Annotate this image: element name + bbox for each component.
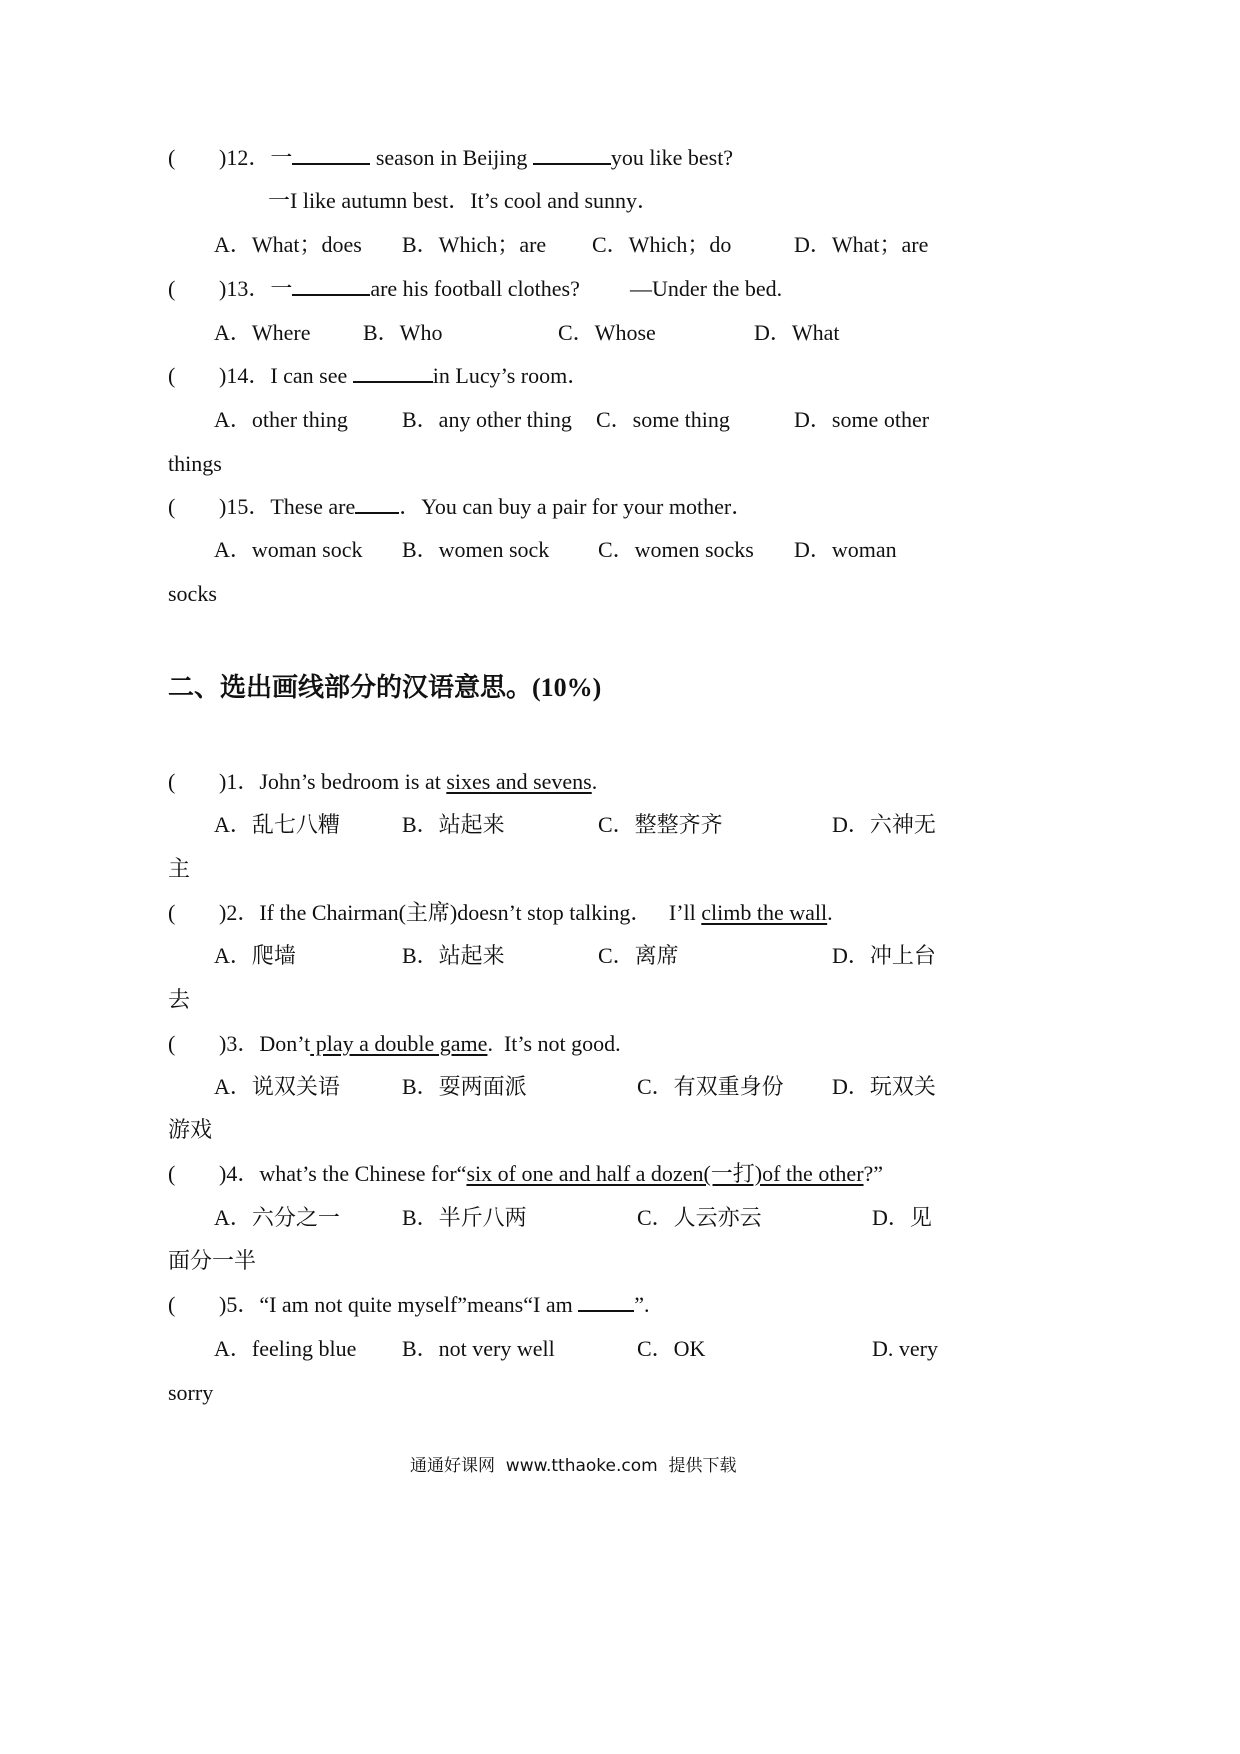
s2-q2-stem bbox=[219, 898, 833, 928]
s2-q4-option-c: C．人云亦云 bbox=[637, 1205, 762, 1230]
s2-q2-option-b: B．站起来 bbox=[402, 943, 505, 968]
q14-paren: ( bbox=[168, 363, 176, 388]
s2-q2-paren: ( bbox=[168, 900, 176, 925]
q15-option-b: B．women sock bbox=[402, 537, 550, 562]
q14-stem bbox=[219, 361, 589, 391]
q12-mid: season in Beijing bbox=[370, 145, 533, 170]
s2-q5-option-b: B．not very well bbox=[402, 1336, 555, 1361]
s2-q2-text: )2．If the Chairman(主席)doesn’t stop talking． I’ll bbox=[219, 900, 702, 925]
s2-q1-underlined-phrase: sixes and sevens bbox=[446, 769, 592, 794]
q13-option-b: B．Who bbox=[363, 320, 443, 345]
s2-q3-end: . It’s not good. bbox=[487, 1031, 621, 1056]
footer-source-text: 通通好课网 www.tthaoke.com 提供下载 bbox=[410, 1456, 737, 1476]
q15-option-wrap: socks bbox=[168, 581, 217, 606]
s2-q2-option-c: C．离席 bbox=[598, 943, 679, 968]
s2-q5-end: ”. bbox=[634, 1292, 650, 1317]
s2-q5-stem bbox=[219, 1290, 649, 1320]
s2-q1-option-b: B．站起来 bbox=[402, 812, 505, 837]
s2-q3-option-b: B．耍两面派 bbox=[402, 1074, 527, 1099]
s2-q2-end: . bbox=[827, 900, 833, 925]
s2-q1-option-a: A．乱七八糟 bbox=[214, 812, 340, 837]
q12-end: you like best? bbox=[610, 145, 734, 170]
s2-q4-option-b: B．半斤八两 bbox=[402, 1205, 527, 1230]
q15-option-c: C．women socks bbox=[598, 537, 754, 562]
q13-number: )13．一 bbox=[219, 276, 293, 301]
q12-option-c: C．Which；do bbox=[592, 232, 732, 257]
q15-option-d: D．woman bbox=[794, 537, 897, 562]
q14-end: in Lucy’s room． bbox=[432, 363, 590, 388]
s2-q5-paren: ( bbox=[168, 1292, 176, 1317]
s2-q5-option-wrap: sorry bbox=[168, 1380, 214, 1405]
s2-q1-paren: ( bbox=[168, 769, 176, 794]
s2-q2-option-wrap: 去 bbox=[168, 987, 191, 1012]
s2-q2-option-a: A．爬墙 bbox=[214, 943, 296, 968]
section-2-heading: 二、选出画线部分的汉语意思。(10%) bbox=[168, 673, 602, 702]
q12-option-d: D．What；are bbox=[794, 232, 929, 257]
q15-stem bbox=[219, 492, 753, 522]
q14-option-b: B．any other thing bbox=[402, 407, 572, 432]
s2-q3-paren: ( bbox=[168, 1031, 176, 1056]
s2-q4-underlined-phrase: six of one and half a dozen(一打)of the other bbox=[466, 1161, 864, 1186]
s2-q5-option-c: C．OK bbox=[637, 1336, 706, 1361]
q12-option-a: A．What；does bbox=[214, 232, 362, 257]
q12-stem bbox=[219, 143, 733, 173]
q13-paren: ( bbox=[168, 276, 176, 301]
q12-paren: ( bbox=[168, 145, 176, 170]
q15-end: ．You can buy a pair for your mother． bbox=[399, 494, 754, 519]
s2-q5-text: )5．“I am not quite myself”means“I am bbox=[219, 1292, 579, 1317]
q12-number: )12．一 bbox=[219, 145, 293, 170]
s2-q3-underlined-phrase: play a double game bbox=[310, 1031, 488, 1056]
s2-q3-option-wrap: 游戏 bbox=[168, 1117, 213, 1142]
q14-blank bbox=[353, 361, 433, 383]
s2-q2-option-d: D．冲上台 bbox=[832, 943, 936, 968]
q13-option-c: C．Whose bbox=[558, 320, 656, 345]
s2-q4-stem bbox=[219, 1159, 883, 1189]
q13-stem bbox=[219, 274, 580, 304]
q14-option-d: D．some other bbox=[794, 407, 930, 432]
q14-option-c: C．some thing bbox=[596, 407, 730, 432]
q12-answer-line: 一I like autumn best．It’s cool and sunny． bbox=[268, 188, 660, 213]
q13-option-d: D．What bbox=[754, 320, 840, 345]
s2-q5-option-d: D. very bbox=[872, 1336, 938, 1361]
q13-option-a: A．Where bbox=[214, 320, 311, 345]
q14-option-a: A．other thing bbox=[214, 407, 348, 432]
s2-q4-paren: ( bbox=[168, 1161, 176, 1186]
q14-number: )14．I can see bbox=[219, 363, 353, 388]
q13-blank bbox=[292, 274, 370, 296]
q15-option-a: A．woman sock bbox=[214, 537, 363, 562]
q15-blank bbox=[355, 492, 399, 514]
s2-q1-stem bbox=[219, 767, 597, 797]
q15-number: )15．These are bbox=[219, 494, 356, 519]
s2-q1-option-d: D．六神无 bbox=[832, 812, 936, 837]
q14-option-wrap: things bbox=[168, 451, 222, 476]
s2-q3-option-c: C．有双重身份 bbox=[637, 1074, 784, 1099]
s2-q3-stem bbox=[219, 1029, 621, 1059]
s2-q4-option-a: A．六分之一 bbox=[214, 1205, 340, 1230]
q12-blank-2 bbox=[533, 143, 611, 165]
q13-end: are his football clothes? bbox=[370, 276, 580, 301]
s2-q1-option-c: C．整整齐齐 bbox=[598, 812, 723, 837]
q13-answer: —Under the bed. bbox=[630, 276, 783, 301]
s2-q1-end: . bbox=[591, 769, 598, 794]
s2-q5-blank bbox=[578, 1290, 634, 1312]
s2-q5-option-a: A．feeling blue bbox=[214, 1336, 357, 1361]
q15-paren: ( bbox=[168, 494, 176, 519]
s2-q1-text: )1．John’s bedroom is at bbox=[219, 769, 447, 794]
s2-q4-text: )4．what’s the Chinese for“ bbox=[219, 1161, 467, 1186]
s2-q4-option-wrap: 面分一半 bbox=[168, 1248, 257, 1273]
s2-q1-option-wrap: 主 bbox=[168, 856, 191, 881]
q12-option-b: B．Which；are bbox=[402, 232, 547, 257]
s2-q3-text: )3．Don’t bbox=[219, 1031, 311, 1056]
q12-blank-1 bbox=[292, 143, 370, 165]
s2-q3-option-d: D．玩双关 bbox=[832, 1074, 936, 1099]
s2-q4-end: ?” bbox=[863, 1161, 884, 1186]
s2-q2-underlined-phrase: climb the wall bbox=[701, 900, 828, 925]
s2-q3-option-a: A．说双关语 bbox=[214, 1074, 340, 1099]
s2-q4-option-d: D．见 bbox=[872, 1205, 932, 1230]
